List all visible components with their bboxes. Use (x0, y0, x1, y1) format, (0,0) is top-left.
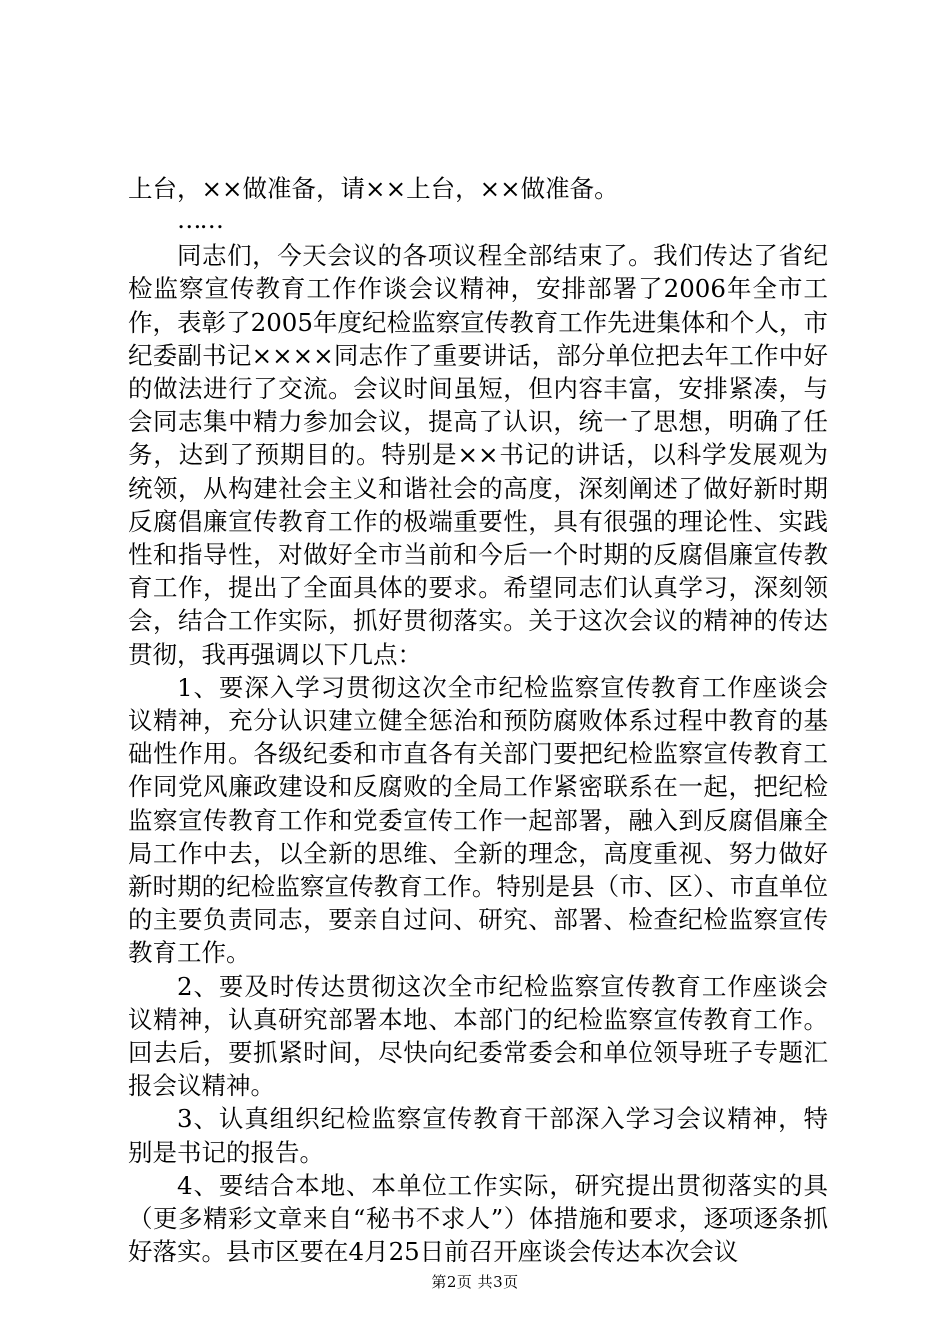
document-body (128, 172, 828, 1269)
paragraph-closing-summary: 同志们，今天会议的各项议程全部结束了。我们传达了省纪检监察宣传教育工作作谈会议精神，安排部署了2006年全市工作，表彰了2005年度纪检监察宣传教育工作先进集体和个人，市纪委副书记××××同志作了重要讲话，部分单位把去年工作中好的做法进行了交流。会议时间虽短，但内容丰富，安排紧凑，与会同志集中精力参加会议，提高了认识，统一了思想，明确了任务，达到了预期目的。特别是××书记的讲话，以科学发展观为统领，从构建社会主义和谐社会的高度，深刻阐述了做好新时期反腐倡廉宣传教育工作的极端重要性，具有很强的理论性、实践性和指导性，对做好全市当前和今后一个时期的反腐倡廉宣传教育工作，提出了全面具体的要求。希望同志们认真学习，深刻领会，结合工作实际，抓好贯彻落实。关于这次会议的精神的传达贯彻，我再强调以下几点： (128, 241, 828, 669)
paragraph-ellipsis: …… (177, 205, 222, 235)
paragraph-point-1: 1、要深入学习贯彻这次全市纪检监察宣传教育工作座谈会议精神，充分认识建立健全惩治和预防腐败体系过程中教育的基础性作用。各级纪委和市直各有关部门要把纪检监察宣传教育工作同党风廉政建设和反腐败的全局工作紧密联系在一起，把纪检监察宣传教育工作和党委宣传工作一起部署，融入到反腐倡廉全局工作中去，以全新的思维、全新的理念，高度重视、努力做好新时期的纪检监察宣传教育工作。特别是县（市、区）、市直单位的主要负责同志，要亲自过问、研究、部署、检查纪检监察宣传教育工作。 (128, 672, 828, 968)
paragraph-point-4: 4、要结合本地、本单位工作实际，研究提出贯彻落实的具（更多精彩文章来自“秘书不求人”）体措施和要求，逐项逐条抓好落实。县市区要在4月25日前召开座谈会传达本次会议 (128, 1170, 828, 1267)
paragraph-continuation: 上台，××做准备，请××上台，××做准备。 (128, 174, 619, 203)
page-number-footer: 第2页 共3页 (431, 1273, 519, 1291)
paragraph-point-3: 3、认真组织纪检监察宣传教育干部深入学习会议精神，特别是书记的报告。 (128, 1104, 828, 1167)
paragraph-point-2: 2、要及时传达贯彻这次全市纪检监察宣传教育工作座谈会议精神，认真研究部署本地、本部门的纪检监察宣传教育工作。回去后，要抓紧时间，尽快向纪委常委会和单位领导班子专题汇报会议精神。 (128, 971, 828, 1101)
